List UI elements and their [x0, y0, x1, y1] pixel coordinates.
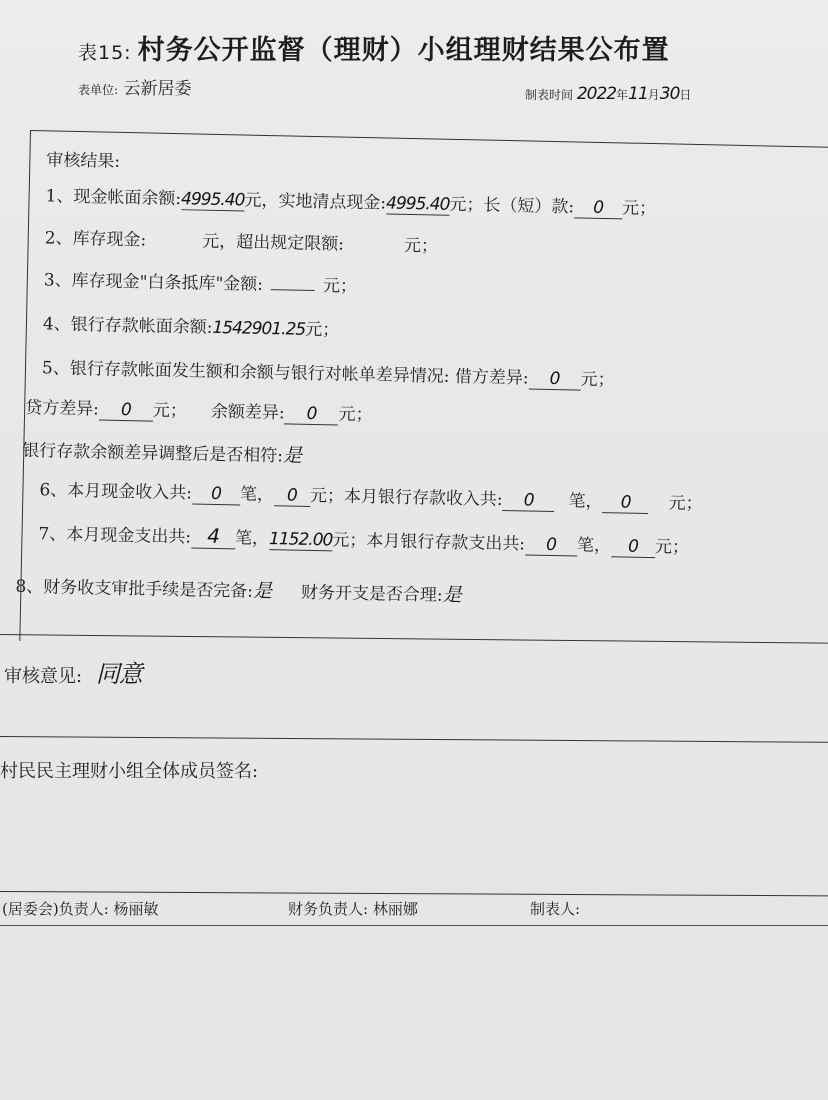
- balance-diff-label: 余额差异:: [210, 401, 285, 424]
- unit-bi: 笔，: [568, 491, 603, 513]
- audit-line-2: [45, 223, 439, 256]
- bank-income-count: 0: [502, 490, 554, 512]
- date-month: 11: [628, 84, 648, 104]
- cash-expense-amount: 1152.00: [268, 529, 333, 551]
- opinion-line: [4, 654, 142, 689]
- table-number: 表15:: [78, 42, 132, 64]
- unit-yuan: 元；: [621, 198, 657, 220]
- audit-heading: 审核结果:: [46, 150, 121, 172]
- shortage-label: 元；长（短）款:: [449, 194, 575, 218]
- audit-line-5c: [22, 435, 301, 468]
- opinion-label: 审核意见:: [4, 666, 83, 687]
- unit-yuan: 元；: [668, 493, 703, 515]
- unit-yuan: 元；: [403, 235, 439, 257]
- balance-diff-value: 0: [284, 403, 338, 425]
- date-day-suffix: 日: [679, 88, 692, 102]
- divider-line: [0, 925, 828, 926]
- date-year-suffix: 年: [616, 88, 629, 102]
- unit-yuan: 元；: [152, 400, 188, 422]
- iou-label: 3、库存现金"白条抵库"金额:: [43, 270, 264, 295]
- maker-signature: [530, 898, 580, 919]
- divider-line: [0, 736, 828, 743]
- shortage-value: 0: [574, 197, 622, 219]
- cash-expense-label: 7、本月现金支出共:: [38, 524, 192, 548]
- members-signature-label: 村民民主理财小组全体成员签名:: [0, 761, 259, 782]
- unit-bi: 笔，: [234, 528, 270, 550]
- credit-diff-value: 0: [99, 400, 153, 422]
- audit-line-7: [38, 519, 689, 559]
- title-text: 村务公开监督（理财）小组理财结果公布置: [137, 35, 670, 66]
- bank-diff-label: 5、银行存款帐面发生额和余额与银行对帐单差异情况: 借方差异:: [41, 358, 529, 389]
- cash-stock-label: 2、库存现金:: [44, 228, 147, 251]
- over-limit-label: 元，超出规定限额:: [202, 231, 345, 255]
- unit-yuan: 元；: [322, 276, 358, 297]
- unit-label: 表单位:: [78, 83, 119, 97]
- audit-line-6: [39, 475, 703, 515]
- bank-expense-amount: 0: [611, 536, 655, 558]
- head-label: (居委会)负责人:: [2, 900, 109, 918]
- debit-diff-value: 0: [528, 368, 580, 390]
- page-title: [78, 28, 670, 67]
- unit-line: [78, 74, 191, 99]
- head-signature: [2, 898, 159, 919]
- date-label: 制表时间: [525, 88, 574, 102]
- reasonable-value: 是: [442, 583, 461, 607]
- approval-label: 8、财务收支审批手续是否完备:: [15, 576, 254, 602]
- finance-signature: [288, 898, 418, 919]
- reconcile-label: 银行存款余额差异调整后是否相符:: [22, 440, 284, 467]
- bank-income-label: 元；本月银行存款收入共:: [309, 485, 503, 510]
- unit-yuan: 元；: [654, 537, 690, 558]
- cash-expense-count: 4: [191, 523, 236, 549]
- bank-expense-count: 0: [525, 534, 577, 556]
- head-name: 杨丽敏: [113, 900, 159, 918]
- unit-bi: 笔，: [576, 535, 612, 557]
- date-day: 30: [659, 84, 680, 104]
- date-line: [525, 84, 691, 104]
- bank-book-label: 4、银行存款帐面余额:: [42, 314, 213, 338]
- cash-book-value: 4995.40: [180, 189, 245, 211]
- audit-results-box: [15, 130, 828, 658]
- finance-name: 林丽娜: [372, 900, 418, 918]
- maker-label: 制表人:: [530, 900, 581, 918]
- unit-value: 云新居委: [123, 79, 192, 99]
- divider-line: [0, 891, 828, 896]
- cash-income-label: 6、本月现金收入共:: [39, 480, 193, 504]
- date-month-suffix: 月: [647, 88, 660, 102]
- finance-label: 财务负责人:: [288, 900, 369, 918]
- audit-line-1: [45, 181, 656, 220]
- opinion-value: 同意: [95, 660, 142, 688]
- unit-yuan: 元；: [580, 369, 615, 391]
- unit-yuan: 元；: [304, 319, 340, 341]
- credit-diff-label: 贷方差异:: [24, 397, 100, 420]
- bank-income-amount: 0: [602, 492, 648, 514]
- bank-book-value: 1542901.25: [212, 317, 306, 340]
- cash-count-value: 4995.40: [385, 193, 450, 215]
- unit-yuan: 元；: [338, 404, 373, 426]
- reconcile-value: 是: [282, 444, 302, 467]
- audit-line-3: [44, 265, 358, 297]
- approval-value: 是: [252, 579, 272, 603]
- cash-income-count: 0: [192, 483, 240, 505]
- audit-line-5b: [25, 393, 373, 426]
- date-year: 2022: [576, 84, 617, 104]
- audit-line-4: [43, 309, 340, 340]
- cash-income-amount: 0: [274, 485, 310, 507]
- unit-bi: 笔，: [239, 484, 275, 506]
- bank-expense-label: 元；本月银行存款支出共:: [332, 530, 526, 555]
- audit-line-5: [42, 353, 615, 391]
- reasonable-label: 财务开支是否合理:: [300, 582, 443, 606]
- audit-line-8: [15, 571, 461, 607]
- cash-count-label: 元，实地清点现金:: [244, 190, 387, 214]
- cash-book-label: 1、现金帐面余额:: [45, 186, 182, 210]
